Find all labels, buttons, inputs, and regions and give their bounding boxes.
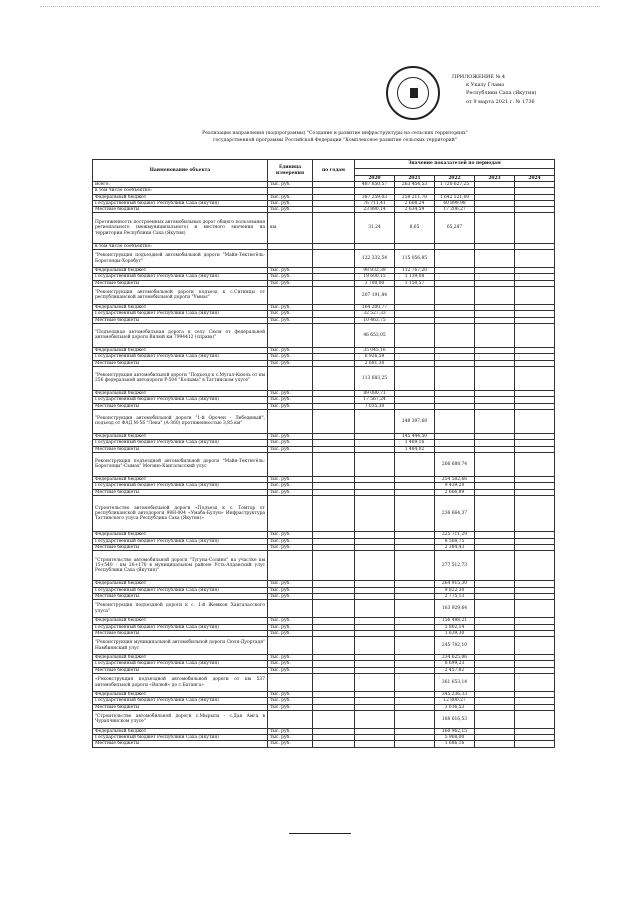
row-value-2021 bbox=[395, 550, 435, 581]
row-unit bbox=[268, 636, 313, 654]
row-by-years bbox=[313, 636, 355, 654]
row-unit: тыс. руб. bbox=[268, 477, 313, 483]
row-value-2022: 361 653,14 bbox=[435, 673, 475, 691]
row-value-2020: 487 850,57 bbox=[355, 182, 395, 188]
row-value-2022: 3 616,53 bbox=[435, 704, 475, 710]
row-object-name: Федеральный бюджет bbox=[93, 434, 268, 440]
row-value-2023 bbox=[475, 636, 515, 654]
row-object-name: Государственный бюджет Республики Саха (Якутия) bbox=[93, 587, 268, 593]
row-value-2024 bbox=[515, 741, 555, 747]
row-unit: тыс. руб. bbox=[268, 446, 313, 452]
row-unit: тыс. руб. bbox=[268, 274, 313, 280]
row-unit: тыс. руб. bbox=[268, 655, 313, 661]
row-object-name: Государственный бюджет Республики Саха (Якутия) bbox=[93, 698, 268, 704]
header-year-2020: 2020 bbox=[355, 176, 395, 182]
row-object-name: Государственный бюджет Республики Саха (Якутия) bbox=[93, 397, 268, 403]
row-object-name: "Реконструкция автомобильной дороги "Подъезд к с.Мугал-Кюель от км 256 федеральной автодороги Р-504 "Колыма" в Таттинском улусе" bbox=[93, 366, 268, 390]
table-row bbox=[93, 213, 555, 244]
row-object-name: Местные бюджеты bbox=[93, 207, 268, 213]
row-value-2021 bbox=[395, 673, 435, 691]
table-row bbox=[93, 600, 555, 618]
row-unit bbox=[268, 673, 313, 691]
row-unit: тыс. руб. bbox=[268, 698, 313, 704]
row-unit: тыс. руб. bbox=[268, 489, 313, 495]
row-value-2024 bbox=[515, 323, 555, 347]
row-value-2023 bbox=[475, 409, 515, 433]
row-unit: тыс. руб. bbox=[268, 360, 313, 366]
row-value-2020: 98 932,39 bbox=[355, 268, 395, 274]
row-object-name: Местные бюджеты bbox=[93, 403, 268, 409]
row-value-2024 bbox=[515, 249, 555, 267]
title-line-2: государственной программы Российской Федерации "Комплексное развитие сельских территорий" bbox=[213, 138, 457, 143]
row-object-name: Местные бюджеты bbox=[93, 360, 268, 366]
row-value-2020 bbox=[355, 409, 395, 433]
row-value-2021: 263 454,53 bbox=[395, 182, 435, 188]
row-value-2022: 234 625,06 bbox=[435, 655, 475, 661]
row-unit: тыс. руб. bbox=[268, 348, 313, 354]
row-value-2021: 1 150,57 bbox=[395, 280, 435, 286]
row-value-2021: 115 056,85 bbox=[395, 249, 435, 267]
row-object-name: Федеральный бюджет bbox=[93, 348, 268, 354]
row-value-2022 bbox=[435, 286, 475, 304]
row-unit bbox=[268, 452, 313, 476]
row-value-2021: 145 444,50 bbox=[395, 434, 435, 440]
table-row bbox=[93, 636, 555, 654]
row-value-2022 bbox=[435, 323, 475, 347]
table-row bbox=[93, 673, 555, 691]
row-value-2022: 2 457,82 bbox=[435, 667, 475, 673]
row-value-2022: 17 206,27 bbox=[435, 207, 475, 213]
row-value-2020: 122 332,54 bbox=[355, 249, 395, 267]
row-value-2022: 236 664,37 bbox=[435, 495, 475, 532]
row-object-name: Государственный бюджет Республики Саха (Якутия) bbox=[93, 311, 268, 317]
title-line-1: Реализация направления (подпрограммы) "Создание и развитие инфраструктуры на сельских территориях" bbox=[202, 131, 468, 136]
header-year-2023: 2023 bbox=[475, 176, 515, 182]
row-object-name: Протяженность построенных автомобильных дорог общего пользования регионального (межмуниципального) и местного значения на территории Республики Саха (Якутия) bbox=[93, 213, 268, 244]
row-value-2022: 1 686,16 bbox=[435, 741, 475, 747]
row-value-2020 bbox=[355, 452, 395, 476]
row-value-2022: 1 720 627,25 bbox=[435, 182, 475, 188]
row-value-2020: 46 653,05 bbox=[355, 323, 395, 347]
table-body bbox=[93, 182, 555, 747]
row-unit bbox=[268, 249, 313, 267]
row-value-2023 bbox=[475, 452, 515, 476]
row-value-2020: 7 035,30 bbox=[355, 403, 395, 409]
row-unit: тыс. руб. bbox=[268, 581, 313, 587]
row-value-2021 bbox=[395, 495, 435, 532]
row-object-name: Государственный бюджет Республики Саха (Якутия) bbox=[93, 538, 268, 544]
row-object-name: Федеральный бюджет bbox=[93, 268, 268, 274]
row-value-2022: 345 236,33 bbox=[435, 692, 475, 698]
row-unit: тыс. руб. bbox=[268, 692, 313, 698]
row-unit: тыс. руб. bbox=[268, 305, 313, 311]
table-row bbox=[93, 366, 555, 390]
row-value-2023 bbox=[475, 710, 515, 728]
row-value-2022: 266 688,74 bbox=[435, 452, 475, 476]
official-seal-stamp bbox=[386, 66, 440, 120]
row-value-2021 bbox=[395, 452, 435, 476]
row-unit bbox=[268, 366, 313, 390]
row-by-years bbox=[313, 710, 355, 728]
row-value-2022 bbox=[435, 409, 475, 433]
row-value-2024 bbox=[515, 366, 555, 390]
row-value-2022: 2 666,89 bbox=[435, 489, 475, 495]
row-value-2021 bbox=[395, 636, 435, 654]
row-unit: тыс. руб. bbox=[268, 483, 313, 489]
bottom-separator bbox=[289, 833, 351, 834]
row-value-2021: 258 211,70 bbox=[395, 194, 435, 200]
row-by-years bbox=[313, 495, 355, 532]
row-value-2021 bbox=[395, 600, 435, 618]
row-value-2023 bbox=[475, 323, 515, 347]
row-value-2021 bbox=[395, 286, 435, 304]
row-object-name: Федеральный бюджет bbox=[93, 729, 268, 735]
row-value-2022: 160 962,15 bbox=[435, 729, 475, 735]
row-object-name: Местные бюджеты bbox=[93, 280, 268, 286]
row-by-years bbox=[313, 286, 355, 304]
header-year-2022: 2022 bbox=[435, 176, 475, 182]
row-object-name: Федеральный бюджет bbox=[93, 581, 268, 587]
row-by-years bbox=[313, 550, 355, 581]
row-value-2020: 2 681,30 bbox=[355, 360, 395, 366]
row-unit: тыс. руб. bbox=[268, 391, 313, 397]
row-by-years bbox=[313, 600, 355, 618]
table-row bbox=[93, 409, 555, 433]
row-object-name: Местные бюджеты bbox=[93, 704, 268, 710]
row-value-2022: 225 711,29 bbox=[435, 532, 475, 538]
row-value-2022: 8 699,23 bbox=[435, 661, 475, 667]
row-unit: тыс. руб. bbox=[268, 354, 313, 360]
header-object-name: Наименование объекта bbox=[93, 160, 268, 182]
row-value-2021: 8,65 bbox=[395, 213, 435, 244]
row-value-2022: 5 802,14 bbox=[435, 624, 475, 630]
row-object-name: "Реконструкция муниципальной автомобильной дороги Сюля-Дуортадя" Намбиянский улус bbox=[93, 636, 268, 654]
document-title bbox=[150, 130, 520, 144]
row-value-2020 bbox=[355, 741, 395, 747]
row-value-2020: 76 711,41 bbox=[355, 200, 395, 206]
row-object-name: Государственный бюджет Республики Саха (Якутия) bbox=[93, 354, 268, 360]
row-by-years bbox=[313, 323, 355, 347]
row-value-2024 bbox=[515, 636, 555, 654]
row-object-name: Федеральный бюджет bbox=[93, 618, 268, 624]
row-object-name: Местные бюджеты bbox=[93, 667, 268, 673]
table-row bbox=[93, 710, 555, 728]
row-unit: тыс. руб. bbox=[268, 317, 313, 323]
row-value-2022: 2 384,43 bbox=[435, 544, 475, 550]
row-unit bbox=[268, 409, 313, 433]
table-row bbox=[93, 550, 555, 581]
row-unit: тыс. руб. bbox=[268, 311, 313, 317]
row-unit: тыс. руб. bbox=[268, 403, 313, 409]
row-value-2021: 1 484,02 bbox=[395, 446, 435, 452]
row-value-2023 bbox=[475, 286, 515, 304]
row-unit: тыс. руб. bbox=[268, 624, 313, 630]
row-object-name: Федеральный бюджет bbox=[93, 532, 268, 538]
row-object-name: Местные бюджеты bbox=[93, 593, 268, 599]
row-object-name: Местные бюджеты bbox=[93, 489, 268, 495]
row-object-name: в том числе сообъектно: bbox=[93, 243, 268, 249]
row-unit bbox=[268, 600, 313, 618]
table-row bbox=[93, 452, 555, 476]
row-object-name: Федеральный бюджет bbox=[93, 477, 268, 483]
row-unit: км bbox=[268, 213, 313, 244]
row-by-years bbox=[313, 249, 355, 267]
row-value-2021 bbox=[395, 710, 435, 728]
row-value-2022: 245 782,10 bbox=[435, 636, 475, 654]
row-object-name: "Реконструкция подъездной автомобильной дороги "Майя-Тектюгёль-Борогонцы-Хоробут" bbox=[93, 249, 268, 267]
header-year-2024: 2024 bbox=[515, 176, 555, 182]
row-unit: тыс. руб. bbox=[268, 268, 313, 274]
row-value-2020: 387 259,03 bbox=[355, 194, 395, 200]
row-unit: тыс. руб. bbox=[268, 544, 313, 550]
table-row bbox=[93, 323, 555, 347]
row-unit: тыс. руб. bbox=[268, 280, 313, 286]
row-object-name: «Реконструкция подъездной автомобильной дороги от км 537 автомобильной дороги «Вилюй» до с.Батанга» bbox=[93, 673, 268, 691]
row-value-2022: 277 512,73 bbox=[435, 550, 475, 581]
row-value-2022: 9 439,20 bbox=[435, 483, 475, 489]
row-unit: тыс. руб. bbox=[268, 729, 313, 735]
header-unit: Единица измерения bbox=[268, 160, 313, 182]
row-value-2020 bbox=[355, 600, 395, 618]
row-value-2021: 2 634,59 bbox=[395, 207, 435, 213]
row-value-2024 bbox=[515, 213, 555, 244]
row-object-name: Государственный бюджет Республики Саха (Якутия) bbox=[93, 735, 268, 741]
row-value-2020: 10 463,75 bbox=[355, 317, 395, 323]
table-row bbox=[93, 249, 555, 267]
row-value-2020: 32 527,33 bbox=[355, 311, 395, 317]
row-object-name: Местные бюджеты bbox=[93, 741, 268, 747]
row-unit: тыс. руб. bbox=[268, 538, 313, 544]
row-unit: тыс. руб. bbox=[268, 532, 313, 538]
row-value-2024 bbox=[515, 495, 555, 532]
indicators-table bbox=[92, 159, 555, 748]
header-year-2021: 2021 bbox=[395, 176, 435, 182]
row-object-name: Всего: bbox=[93, 182, 268, 188]
row-unit: тыс. руб. bbox=[268, 182, 313, 188]
row-unit: тыс. руб. bbox=[268, 440, 313, 446]
row-value-2020 bbox=[355, 550, 395, 581]
row-value-2023 bbox=[475, 550, 515, 581]
row-by-years bbox=[313, 452, 355, 476]
row-object-name: "Реконструкция подъездной дороги к с. 1-й Жемкон Хангаласского улуса" bbox=[93, 600, 268, 618]
row-object-name: Государственный бюджет Республики Саха (Якутия) bbox=[93, 200, 268, 206]
row-object-name: Государственный бюджет Республики Саха (Якутия) bbox=[93, 440, 268, 446]
row-object-name: Федеральный бюджет bbox=[93, 194, 268, 200]
row-by-years bbox=[313, 366, 355, 390]
row-value-2022: 264 915,30 bbox=[435, 581, 475, 587]
row-object-name: Федеральный бюджет bbox=[93, 655, 268, 661]
row-value-2024 bbox=[515, 600, 555, 618]
appendix-number: ПРИЛОЖЕНИЕ № 4 bbox=[452, 74, 506, 80]
row-object-name: "Строительство автомобильной дороги с.Мырыла - с.Дая Амга в Чурапчинском улусе" bbox=[93, 710, 268, 728]
row-value-2023 bbox=[475, 249, 515, 267]
row-value-2020: 23 880,14 bbox=[355, 207, 395, 213]
row-value-2023 bbox=[475, 673, 515, 691]
row-unit: тыс. руб. bbox=[268, 704, 313, 710]
top-dotted-line bbox=[40, 6, 600, 8]
row-unit: тыс. руб. bbox=[268, 661, 313, 667]
row-unit: тыс. руб. bbox=[268, 741, 313, 747]
row-unit bbox=[268, 286, 313, 304]
row-value-2023 bbox=[475, 741, 515, 747]
row-value-2020: 207 191,84 bbox=[355, 286, 395, 304]
row-unit bbox=[268, 550, 313, 581]
row-value-2020 bbox=[355, 673, 395, 691]
row-object-name: Государственный бюджет Республики Саха (Якутия) bbox=[93, 483, 268, 489]
row-value-2020: 17 567,24 bbox=[355, 397, 395, 403]
row-value-2020 bbox=[355, 636, 395, 654]
row-value-2023 bbox=[475, 495, 515, 532]
row-unit bbox=[268, 495, 313, 532]
row-value-2020: 31,24 bbox=[355, 213, 395, 244]
row-value-2020 bbox=[355, 710, 395, 728]
row-by-years bbox=[313, 409, 355, 433]
row-value-2021 bbox=[395, 741, 435, 747]
row-unit: тыс. руб. bbox=[268, 397, 313, 403]
row-value-2022: 1 639,30 bbox=[435, 630, 475, 636]
row-value-2024 bbox=[515, 710, 555, 728]
row-object-name: Государственный бюджет Республики Саха (Якутия) bbox=[93, 661, 268, 667]
row-unit bbox=[268, 710, 313, 728]
row-value-2020: 164 200,77 bbox=[355, 305, 395, 311]
header-spacer bbox=[355, 169, 555, 176]
row-object-name: "Строительство автомобильной дороги "Тугуна-Солино" на участке км 15+540 - км 26+170 в муниципальном районе Усть-Алданский улус Республики Саха (Якутия)" bbox=[93, 550, 268, 581]
row-object-name: Федеральный бюджет bbox=[93, 305, 268, 311]
row-object-name: Местные бюджеты bbox=[93, 544, 268, 550]
row-value-2021: 112 767,20 bbox=[395, 268, 435, 274]
row-object-name: "Подъездная автомобильная дорога к селу Сюля от федеральной автомобильной дороги Вилюй км 7994412 (справа)" bbox=[93, 323, 268, 347]
row-value-2020 bbox=[355, 495, 395, 532]
row-unit: тыс. руб. bbox=[268, 587, 313, 593]
row-value-2020: 35 045,16 bbox=[355, 348, 395, 354]
row-value-2022: 12 800,27 bbox=[435, 698, 475, 704]
row-value-2020: 6 926,59 bbox=[355, 354, 395, 360]
row-value-2021: 1 469,16 bbox=[395, 440, 435, 446]
row-value-2022: 254 582,66 bbox=[435, 477, 475, 483]
row-object-name: Государственный бюджет Республики Саха (Якутия) bbox=[93, 274, 268, 280]
row-object-name: Местные бюджеты bbox=[93, 446, 268, 452]
row-unit: тыс. руб. bbox=[268, 630, 313, 636]
table-row bbox=[93, 741, 555, 747]
row-unit: тыс. руб. bbox=[268, 207, 313, 213]
row-value-2021: 2 608,24 bbox=[395, 200, 435, 206]
row-value-2021: 148 397,68 bbox=[395, 409, 435, 433]
appendix-republic: Республики Саха (Якутия) bbox=[466, 90, 537, 97]
row-value-2022: 156 488,21 bbox=[435, 618, 475, 624]
row-value-2024 bbox=[515, 673, 555, 691]
row-object-name: Государственный бюджет Республики Саха (Якутия) bbox=[93, 624, 268, 630]
row-value-2022: 2 775,13 bbox=[435, 593, 475, 599]
header-values-group: Значение показателей по периодам bbox=[355, 160, 555, 169]
row-value-2023 bbox=[475, 600, 515, 618]
row-value-2022: 163 929,64 bbox=[435, 600, 475, 618]
row-value-2024 bbox=[515, 452, 555, 476]
row-object-name: Местные бюджеты bbox=[93, 630, 268, 636]
row-value-2022: 9 822,30 bbox=[435, 587, 475, 593]
row-unit: тыс. руб. bbox=[268, 667, 313, 673]
row-value-2022: 5 968,00 bbox=[435, 735, 475, 741]
row-value-2022: 168 616,53 bbox=[435, 710, 475, 728]
row-value-2024 bbox=[515, 286, 555, 304]
row-value-2021 bbox=[395, 366, 435, 390]
row-value-2022 bbox=[435, 249, 475, 267]
row-by-years bbox=[313, 213, 355, 244]
row-value-2022: 65,287 bbox=[435, 213, 475, 244]
table-row bbox=[93, 495, 555, 532]
row-value-2022 bbox=[435, 366, 475, 390]
appendix-header bbox=[452, 73, 572, 106]
row-value-2020: 113 683,25 bbox=[355, 366, 395, 390]
row-value-2021 bbox=[395, 323, 435, 347]
row-value-2024 bbox=[515, 409, 555, 433]
table-row bbox=[93, 286, 555, 304]
header-by-years: по годам bbox=[313, 160, 355, 182]
row-value-2022: 8 568,75 bbox=[435, 538, 475, 544]
row-unit bbox=[268, 323, 313, 347]
row-value-2023 bbox=[475, 366, 515, 390]
row-value-2020: 19 600,15 bbox=[355, 274, 395, 280]
row-object-name: Строительство автомобильной дороги «Подъезд к с. Томтор от республиканской автодороги 98Н-004 «Умаба-Булун» Инфраструктура Таттинского улуса Республика Саха (Якутия)» bbox=[93, 495, 268, 532]
row-unit: тыс. руб. bbox=[268, 618, 313, 624]
row-unit: тыс. руб. bbox=[268, 194, 313, 200]
row-object-name: Реконструкция подъездной автомобильной дороги "Майя-Тектюгёль-Борогонцы"-Сымах" Мегино-Кангаласский улус bbox=[93, 452, 268, 476]
row-unit: тыс. руб. bbox=[268, 735, 313, 741]
row-value-2023 bbox=[475, 213, 515, 244]
row-unit: тыс. руб. bbox=[268, 593, 313, 599]
row-unit: тыс. руб. bbox=[268, 434, 313, 440]
seal-emblem-icon bbox=[410, 88, 418, 98]
row-object-name: Федеральный бюджет bbox=[93, 692, 268, 698]
row-object-name: в том числе сообъектно: bbox=[93, 188, 268, 194]
row-value-2020: 89 080,71 bbox=[355, 391, 395, 397]
row-value-2020: 3 700,00 bbox=[355, 280, 395, 286]
row-value-2022: 1 642 521,00 bbox=[435, 194, 475, 200]
row-value-2022: 60 899,98 bbox=[435, 200, 475, 206]
appendix-date: от 9 марта 2021 г. № 1736 bbox=[466, 98, 535, 105]
row-object-name: Федеральный бюджет bbox=[93, 391, 268, 397]
row-object-name: "Реконструкция автомобильной дороги подъезд к с.Ситинцы от республиканской автомобильной дороги "Умнас" bbox=[93, 286, 268, 304]
row-value-2021: 1 139,08 bbox=[395, 274, 435, 280]
row-by-years bbox=[313, 673, 355, 691]
row-object-name: Местные бюджеты bbox=[93, 317, 268, 323]
row-by-years bbox=[313, 741, 355, 747]
row-unit: тыс. руб. bbox=[268, 200, 313, 206]
appendix-decree: к Указу Главы bbox=[466, 82, 504, 89]
row-object-name: "Реконструкция автомобильной дороги "1-й Орочен - Лебединый", подъезд от ФАД М-56 "Лена" (А-360) протяженностью 3,85 км" bbox=[93, 409, 268, 433]
row-value-2024 bbox=[515, 550, 555, 581]
